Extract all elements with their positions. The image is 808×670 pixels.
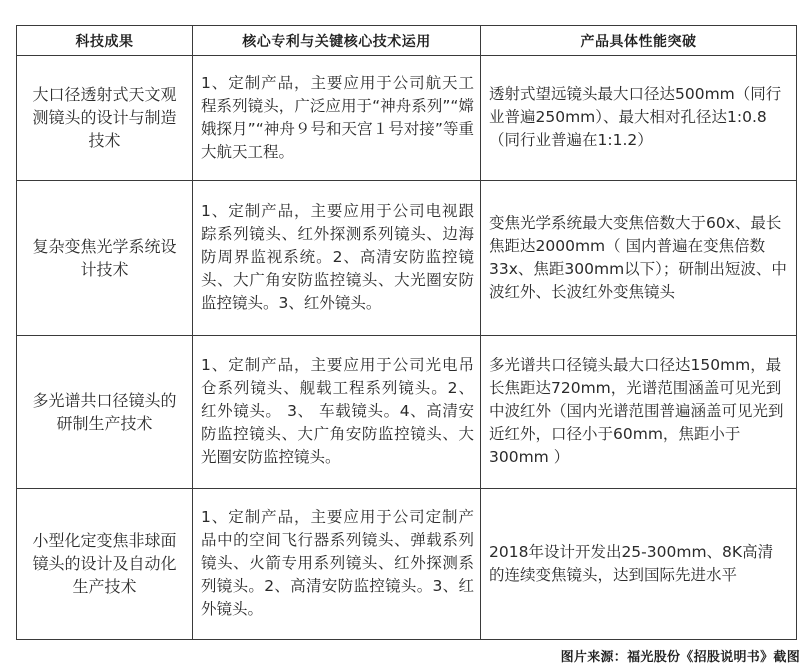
header-tech-achievement: 科技成果 [17,26,193,56]
cell-technology: 复杂变焦光学系统设计技术 [17,180,193,335]
table-row [17,335,797,488]
cell-application: 1、定制产品，主要应用于公司航天工程系列镜头，广泛应用于“神舟系列”“嫦娥探月”“神舟９号和天宫１号对接”等重大航天工程。 [193,56,481,181]
cell-performance: 变焦光学系统最大变焦倍数大于60x、最长焦距达2000mm（ 国内普遍在变焦倍数33x、焦距300mm以下）；研制出短波、中波红外、长波红外变焦镜头 [481,180,797,335]
cell-technology: 多光谱共口径镜头的研制生产技术 [17,335,193,488]
cell-technology: 小型化定变焦非球面镜头的设计及自动化生产技术 [17,488,193,639]
cell-performance: 多光谱共口径镜头最大口径达150mm，最长焦距达720mm，光谱范围涵盖可见光到中波红外（国内光谱范围普遍涵盖可见光到近红外，口径小于60mm，焦距小于300mm ） [481,335,797,488]
cell-technology: 大口径透射式天文观测镜头的设计与制造技术 [17,56,193,181]
cell-application: 1、定制产品，主要应用于公司光电吊仓系列镜头、舰载工程系列镜头。2、 红外镜头。 3、 车载镜头。4、高清安防监控镜头、大广角安防监控镜头、大光圈安防监控镜头。 [193,335,481,488]
table-row [17,488,797,639]
cell-performance: 透射式望远镜头最大口径达500mm（同行业普遍250mm）、最大相对孔径达1:0.8（同行业普遍在1:1.2） [481,56,797,181]
header-core-patent-usage: 核心专利与关键核心技术运用 [193,26,481,56]
table-row [17,180,797,335]
header-performance-breakthrough: 产品具体性能突破 [481,26,797,56]
cell-application: 1、定制产品，主要应用于公司电视跟踪系列镜头、红外探测系列镜头、边海防周界监视系统。2、高清安防监控镜头、大广角安防监控镜头、大光圈安防监控镜头。3、红外镜头。 [193,180,481,335]
cell-performance: 2018年设计开发出25-300mm、8K高清的连续变焦镜头，达到国际先进水平 [481,488,797,639]
cell-application: 1、定制产品，主要应用于公司定制产品中的空间飞行器系列镜头、弹载系列镜头、火箭专用系列镜头、红外探测系列镜头。2、高清安防监控镜头。3、红外镜头。 [193,488,481,639]
image-source-caption: 图片来源：福光股份《招股说明书》截图 [560,650,800,665]
table-row [17,56,797,181]
table-header-row [17,26,797,56]
tech-achievements-table [16,25,797,640]
